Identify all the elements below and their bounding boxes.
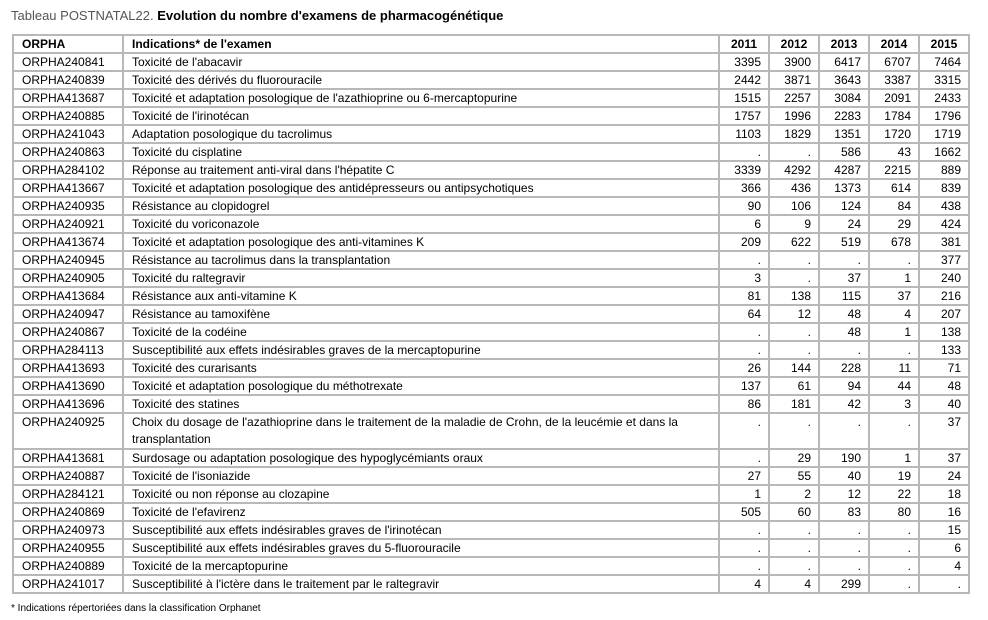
value-2012: 3871 [769,71,819,89]
table-row [13,161,969,179]
value-2011: 26 [719,359,769,377]
value-2013: . [819,539,869,557]
value-2012: 12 [769,305,819,323]
table-title-label: Tableau POSTNATAL22. [11,8,154,23]
orpha-code: ORPHA240863 [13,143,123,161]
value-2012: 1996 [769,107,819,125]
orpha-code: ORPHA240955 [13,539,123,557]
header-orpha: ORPHA [13,35,123,53]
indication: Toxicité et adaptation posologique de l'azathioprine ou 6-mercaptopurine [123,89,719,107]
value-2012: . [769,323,819,341]
table-row [13,377,969,395]
value-2012: . [769,539,819,557]
value-2012: . [769,341,819,359]
value-2013: 124 [819,197,869,215]
value-2011: . [719,539,769,557]
value-2012: 4292 [769,161,819,179]
table-row [13,521,969,539]
value-2015: 7464 [919,53,969,71]
value-2012: 29 [769,449,819,467]
value-2013: 48 [819,305,869,323]
value-2013: 1373 [819,179,869,197]
value-2011: 1103 [719,125,769,143]
table-row [13,449,969,467]
value-2011: 86 [719,395,769,413]
value-2014: 2091 [869,89,919,107]
value-2011: 1757 [719,107,769,125]
orpha-code: ORPHA413667 [13,179,123,197]
value-2014: . [869,539,919,557]
indication: Adaptation posologique du tacrolimus [123,125,719,143]
value-2012: 4 [769,575,819,593]
value-2012: 181 [769,395,819,413]
value-2015: 377 [919,251,969,269]
indication: Réponse au traitement anti-viral dans l'hépatite C [123,161,719,179]
indication: Toxicité de l'efavirenz [123,503,719,521]
value-2013: 12 [819,485,869,503]
indication: Susceptibilité à l'ictère dans le traitement par le raltegravir [123,575,719,593]
table-row [13,71,969,89]
value-2012: 55 [769,467,819,485]
orpha-code: ORPHA240973 [13,521,123,539]
value-2012: . [769,251,819,269]
value-2014: 1784 [869,107,919,125]
orpha-code: ORPHA241017 [13,575,123,593]
value-2014: 614 [869,179,919,197]
value-2014: . [869,575,919,593]
orpha-code: ORPHA240887 [13,467,123,485]
value-2012: . [769,413,819,449]
value-2011: 3395 [719,53,769,71]
value-2014: . [869,341,919,359]
value-2013: 519 [819,233,869,251]
table-row [13,269,969,287]
value-2013: 4287 [819,161,869,179]
value-2014: 3 [869,395,919,413]
value-2013: 299 [819,575,869,593]
orpha-code: ORPHA240839 [13,71,123,89]
value-2011: 505 [719,503,769,521]
value-2011: . [719,557,769,575]
orpha-code: ORPHA241043 [13,125,123,143]
indication: Choix du dosage de l'azathioprine dans le traitement de la maladie de Crohn, de la leucémie et dans la transplantation [123,413,719,449]
value-2014: 1 [869,323,919,341]
value-2015: 216 [919,287,969,305]
value-2014: 44 [869,377,919,395]
value-2015: 15 [919,521,969,539]
value-2015: 4 [919,557,969,575]
footnote: * Indications répertoriées dans la classification Orphanet [11,603,261,614]
orpha-code: ORPHA413681 [13,449,123,467]
table-row [13,395,969,413]
value-2013: 40 [819,467,869,485]
value-2015: 37 [919,449,969,467]
value-2014: 2215 [869,161,919,179]
indication: Toxicité des statines [123,395,719,413]
value-2015: 424 [919,215,969,233]
value-2013: . [819,521,869,539]
value-2012: 3900 [769,53,819,71]
value-2011: 4 [719,575,769,593]
table-row [13,251,969,269]
indication: Susceptibilité aux effets indésirables graves de la mercaptopurine [123,341,719,359]
value-2015: 3315 [919,71,969,89]
value-2015: 1719 [919,125,969,143]
table-row [13,305,969,323]
value-2015: 133 [919,341,969,359]
value-2013: . [819,413,869,449]
orpha-code: ORPHA240947 [13,305,123,323]
indication: Susceptibilité aux effets indésirables graves de l'irinotécan [123,521,719,539]
value-2013: 94 [819,377,869,395]
value-2012: 61 [769,377,819,395]
value-2013: 42 [819,395,869,413]
value-2015: 240 [919,269,969,287]
orpha-code: ORPHA240935 [13,197,123,215]
header-2012: 2012 [769,35,819,53]
table-row [13,503,969,521]
table-body [13,53,969,593]
header-2011: 2011 [719,35,769,53]
value-2011: . [719,341,769,359]
value-2012: 2 [769,485,819,503]
value-2015: 48 [919,377,969,395]
value-2011: . [719,449,769,467]
value-2015: 138 [919,323,969,341]
value-2012: . [769,557,819,575]
header-2014: 2014 [869,35,919,53]
indication: Susceptibilité aux effets indésirables graves du 5-fluorouracile [123,539,719,557]
orpha-code: ORPHA413696 [13,395,123,413]
value-2011: 209 [719,233,769,251]
value-2015: 2433 [919,89,969,107]
value-2013: 3084 [819,89,869,107]
indication: Toxicité et adaptation posologique des antidépresseurs ou antipsychotiques [123,179,719,197]
value-2015: 438 [919,197,969,215]
value-2012: 144 [769,359,819,377]
value-2012: 9 [769,215,819,233]
indication: Résistance au tamoxifène [123,305,719,323]
table-row [13,485,969,503]
indication: Toxicité et adaptation posologique des anti-vitamines K [123,233,719,251]
value-2013: 586 [819,143,869,161]
orpha-code: ORPHA240945 [13,251,123,269]
value-2011: 2442 [719,71,769,89]
value-2015: 16 [919,503,969,521]
value-2015: 207 [919,305,969,323]
value-2014: 4 [869,305,919,323]
value-2014: 22 [869,485,919,503]
value-2015: 37 [919,413,969,449]
value-2011: 366 [719,179,769,197]
value-2013: 115 [819,287,869,305]
orpha-code: ORPHA413693 [13,359,123,377]
orpha-code: ORPHA413687 [13,89,123,107]
value-2015: 381 [919,233,969,251]
indication: Surdosage ou adaptation posologique des hypoglycémiants oraux [123,449,719,467]
value-2015: 6 [919,539,969,557]
value-2014: 6707 [869,53,919,71]
table-row [13,89,969,107]
orpha-code: ORPHA240869 [13,503,123,521]
value-2011: . [719,143,769,161]
orpha-code: ORPHA413674 [13,233,123,251]
orpha-code: ORPHA240841 [13,53,123,71]
table-title [11,8,503,23]
indication: Toxicité de l'abacavir [123,53,719,71]
value-2013: 83 [819,503,869,521]
table-row [13,467,969,485]
value-2011: 6 [719,215,769,233]
value-2014: 1 [869,449,919,467]
value-2012: 436 [769,179,819,197]
indication: Toxicité des dérivés du fluorouracile [123,71,719,89]
value-2012: 2257 [769,89,819,107]
value-2013: 228 [819,359,869,377]
value-2014: . [869,521,919,539]
value-2013: 1351 [819,125,869,143]
indication: Résistance aux anti-vitamine K [123,287,719,305]
value-2013: 48 [819,323,869,341]
indication: Toxicité du raltegravir [123,269,719,287]
value-2014: 19 [869,467,919,485]
indication: Toxicité du cisplatine [123,143,719,161]
value-2013: . [819,557,869,575]
indication: Toxicité de l'irinotécan [123,107,719,125]
value-2013: 3643 [819,71,869,89]
value-2012: 1829 [769,125,819,143]
orpha-code: ORPHA240921 [13,215,123,233]
indication: Toxicité du voriconazole [123,215,719,233]
indication: Toxicité des curarisants [123,359,719,377]
value-2012: 106 [769,197,819,215]
value-2015: 889 [919,161,969,179]
indication: Résistance au tacrolimus dans la transplantation [123,251,719,269]
table-title-text: Evolution du nombre d'examens de pharmacogénétique [153,8,504,23]
orpha-code: ORPHA413684 [13,287,123,305]
value-2011: . [719,521,769,539]
table-row [13,359,969,377]
value-2014: 1 [869,269,919,287]
value-2012: 60 [769,503,819,521]
value-2013: 6417 [819,53,869,71]
value-2014: 84 [869,197,919,215]
table-row [13,413,969,449]
exam-table [12,34,970,594]
value-2014: 37 [869,287,919,305]
value-2013: 24 [819,215,869,233]
header-indications: Indications* de l'examen [123,35,719,53]
table-row [13,143,969,161]
value-2011: . [719,323,769,341]
value-2013: 37 [819,269,869,287]
value-2014: . [869,557,919,575]
table-row [13,197,969,215]
value-2015: 18 [919,485,969,503]
table-row [13,107,969,125]
value-2014: 3387 [869,71,919,89]
table-row [13,233,969,251]
value-2012: . [769,521,819,539]
value-2014: . [869,413,919,449]
value-2011: 1515 [719,89,769,107]
value-2011: 3 [719,269,769,287]
table-row [13,179,969,197]
value-2014: 80 [869,503,919,521]
value-2014: 11 [869,359,919,377]
table-row [13,215,969,233]
orpha-code: ORPHA240885 [13,107,123,125]
table-header-row [13,35,969,53]
table-row [13,125,969,143]
indication: Toxicité de l'isoniazide [123,467,719,485]
table-row [13,287,969,305]
value-2015: 1662 [919,143,969,161]
indication: Toxicité et adaptation posologique du méthotrexate [123,377,719,395]
table-row [13,575,969,593]
table-row [13,557,969,575]
value-2011: 27 [719,467,769,485]
value-2014: 678 [869,233,919,251]
indication: Toxicité de la codéine [123,323,719,341]
value-2011: 1 [719,485,769,503]
value-2015: . [919,575,969,593]
value-2013: . [819,251,869,269]
value-2011: . [719,413,769,449]
value-2015: 71 [919,359,969,377]
value-2015: 839 [919,179,969,197]
orpha-code: ORPHA240905 [13,269,123,287]
value-2011: 90 [719,197,769,215]
value-2014: 29 [869,215,919,233]
indication: Toxicité de la mercaptopurine [123,557,719,575]
orpha-code: ORPHA240867 [13,323,123,341]
value-2013: . [819,341,869,359]
value-2011: 81 [719,287,769,305]
value-2011: 3339 [719,161,769,179]
orpha-code: ORPHA413690 [13,377,123,395]
value-2015: 1796 [919,107,969,125]
value-2013: 190 [819,449,869,467]
value-2014: 43 [869,143,919,161]
value-2012: 138 [769,287,819,305]
value-2014: . [869,251,919,269]
value-2012: . [769,269,819,287]
table-row [13,539,969,557]
header-2015: 2015 [919,35,969,53]
value-2011: 137 [719,377,769,395]
indication: Toxicité ou non réponse au clozapine [123,485,719,503]
value-2014: 1720 [869,125,919,143]
orpha-code: ORPHA284102 [13,161,123,179]
orpha-code: ORPHA284121 [13,485,123,503]
table-row [13,341,969,359]
orpha-code: ORPHA240889 [13,557,123,575]
value-2012: 622 [769,233,819,251]
indication: Résistance au clopidogrel [123,197,719,215]
table-row [13,323,969,341]
orpha-code: ORPHA240925 [13,413,123,449]
value-2013: 2283 [819,107,869,125]
value-2012: . [769,143,819,161]
value-2015: 40 [919,395,969,413]
header-2013: 2013 [819,35,869,53]
value-2015: 24 [919,467,969,485]
table-row [13,53,969,71]
value-2011: 64 [719,305,769,323]
value-2011: . [719,251,769,269]
orpha-code: ORPHA284113 [13,341,123,359]
